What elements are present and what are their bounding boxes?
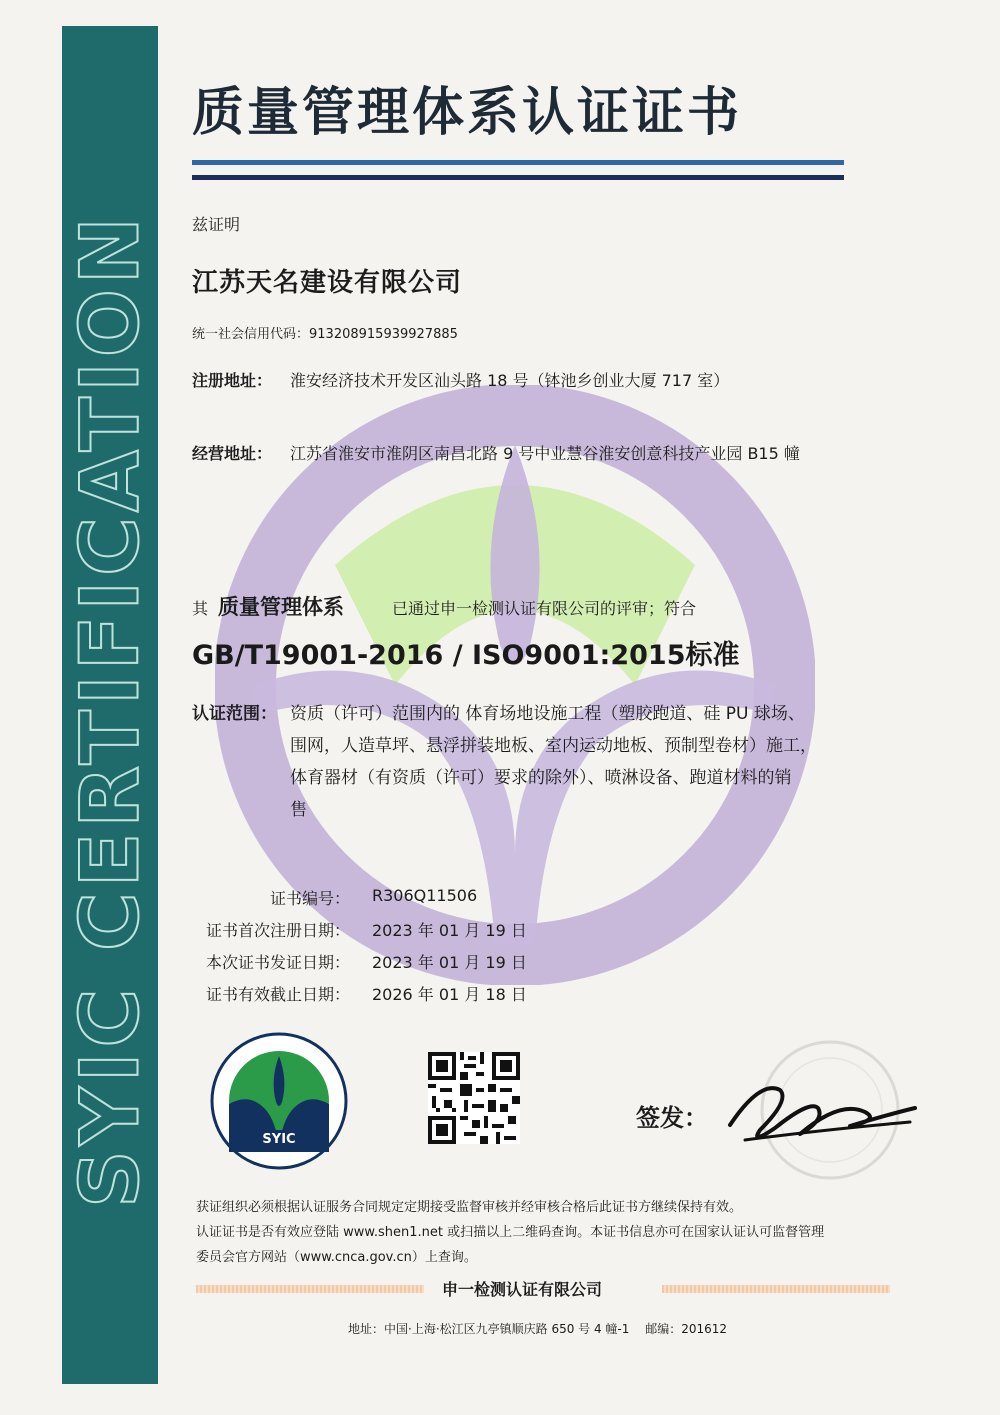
credit-code: 统一社会信用代码：913208915939927885 [192, 327, 458, 342]
official-seal-and-signature-icon [700, 1030, 930, 1180]
company-name: 江苏天名建设有限公司 [192, 268, 463, 298]
certificate-title: 质量管理体系认证证书 [192, 82, 743, 143]
scope-line: 资质（许可）范围内的 体育场地设施工程（塑胶跑道、硅 PU 球场、 [290, 704, 805, 724]
registered-address-label: 注册地址： [192, 371, 273, 390]
cert-number-value: R306Q11506 [372, 886, 478, 905]
statement-system: 质量管理体系 [218, 595, 344, 619]
business-address-label: 经营地址： [192, 444, 273, 463]
registered-address-value: 淮安经济技术开发区汕头路 18 号（钵池乡创业大厦 717 室） [290, 371, 730, 390]
first-registration-value: 2023 年 01 月 19 日 [372, 921, 527, 940]
cert-number-label: 证书编号： [269, 889, 350, 908]
title-rule-bottom [192, 175, 844, 180]
title-rule-top [192, 160, 844, 165]
certify-label: 兹证明 [192, 215, 241, 234]
statement-suffix: 已通过申一检测认证有限公司的评审；符合 [392, 599, 697, 618]
issue-date-label: 本次证书发证日期： [205, 953, 350, 972]
business-address-value: 江苏省淮安市淮阴区南昌北路 9 号中业慧谷淮安创意科技产业园 B15 幢 [290, 444, 800, 463]
standard-text: GB/T19001-2016 / ISO9001:2015标准 [192, 640, 740, 671]
issuer-name: 申一检测认证有限公司 [442, 1280, 603, 1299]
issuer-decor-left [196, 1285, 424, 1293]
issuer-decor-right [662, 1285, 890, 1293]
sign-label: 签发： [636, 1104, 708, 1132]
issue-date-value: 2023 年 01 月 19 日 [372, 953, 527, 972]
issuer-address: 地址：中国·上海·松江区九亭镇顺庆路 650 号 4 幢-1 邮编：201612 [348, 1322, 728, 1336]
footer-line: 认证证书是否有效应登陆 www.shen1.net 或扫描以上二维码查询。本证书信息亦可在国家认证认可监督管理 [196, 1225, 825, 1240]
scope-line: 围网，人造草坪、悬浮拼装地板、室内运动地板、预制型卷材）施工， [290, 736, 817, 756]
expiry-date-value: 2026 年 01 月 18 日 [372, 985, 527, 1004]
syic-logo-icon [210, 1032, 348, 1170]
scope-label: 认证范围： [192, 704, 277, 724]
syic-logo-text: SYIC [262, 1132, 296, 1147]
scope-line: 售 [290, 800, 307, 820]
footer-line: 委员会官方网站（www.cnca.gov.cn）上查询。 [196, 1250, 477, 1265]
side-band-text: SYIC CERTIFICATION [63, 212, 157, 1208]
statement-prefix: 其 [192, 599, 209, 618]
qr-code-icon[interactable] [428, 1052, 520, 1144]
first-registration-label: 证书首次注册日期： [205, 921, 350, 940]
scope-line: 体育器材（有资质（许可）要求的除外）、喷淋设备、跑道材料的销 [290, 768, 792, 788]
expiry-date-label: 证书有效截止日期： [205, 985, 350, 1004]
footer-line: 获证组织必须根据认证服务合同规定定期接受监督审核并经审核合格后此证书方继续保持有效。 [196, 1200, 743, 1215]
